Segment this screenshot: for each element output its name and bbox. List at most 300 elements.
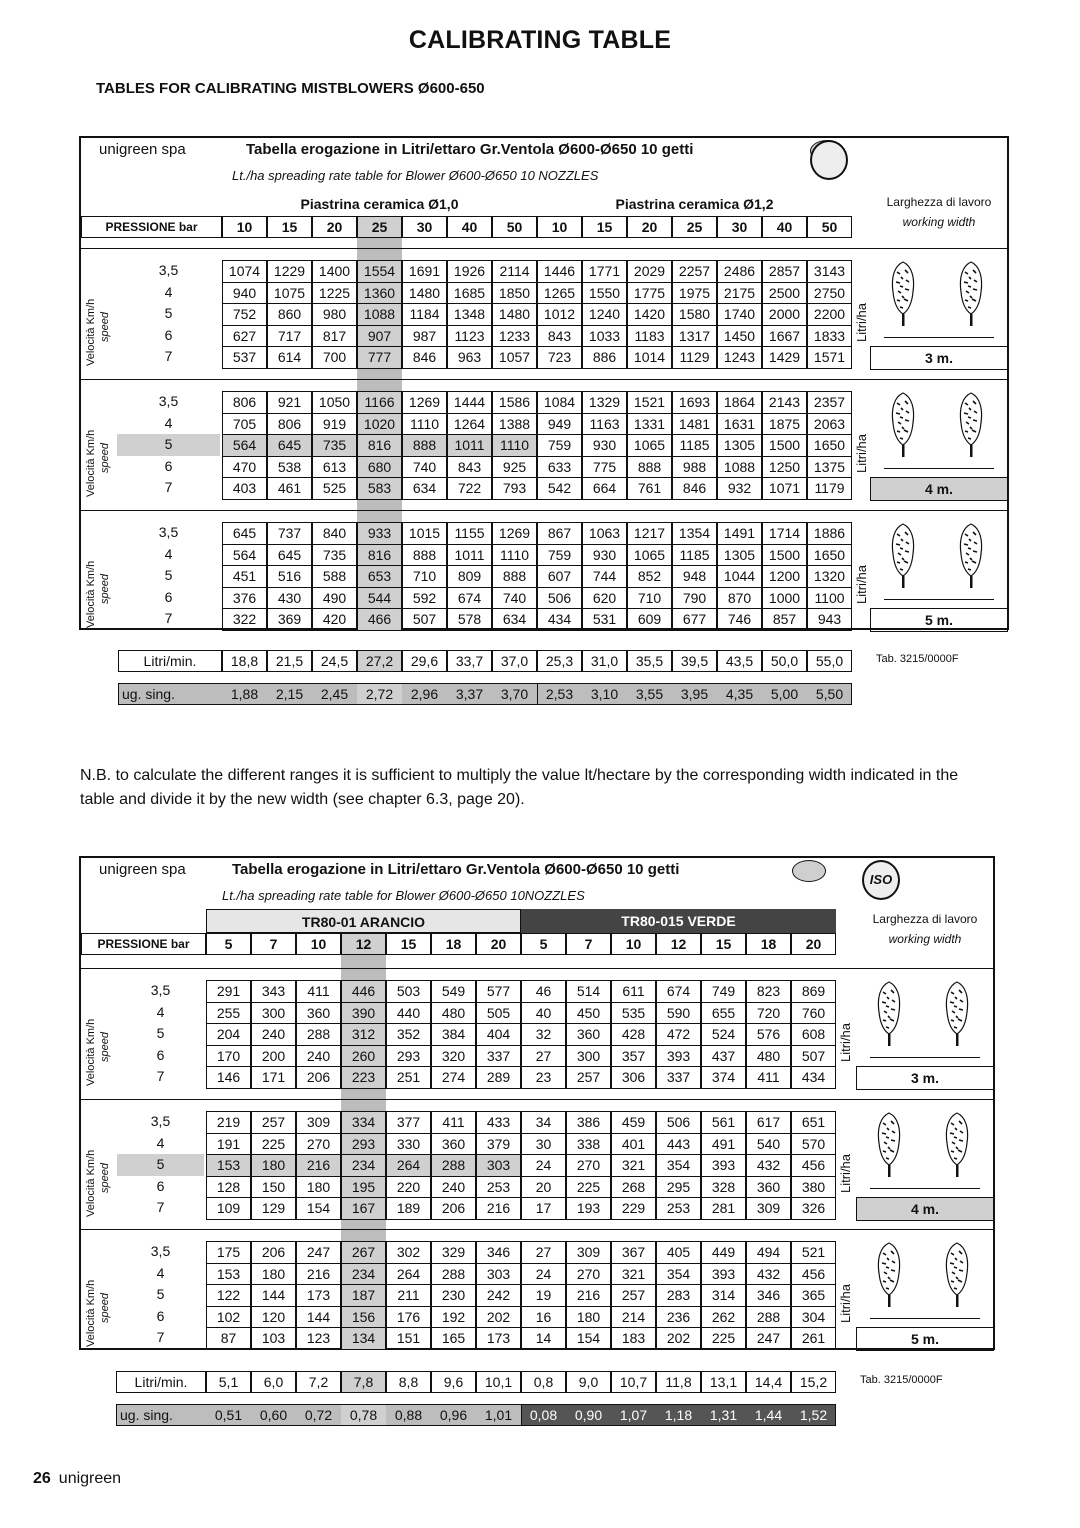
rate-cell: 846 xyxy=(672,477,717,500)
rate-cell: 247 xyxy=(296,1241,341,1264)
rate-cell: 806 xyxy=(267,413,312,436)
rate-cell: 740 xyxy=(492,587,537,610)
litri-min-value: 33,7 xyxy=(447,650,492,672)
rate-cell: 289 xyxy=(476,1066,521,1089)
pressure-value: 30 xyxy=(402,216,447,238)
rate-cell: 943 xyxy=(807,608,852,631)
page-number: 26 xyxy=(33,1470,51,1487)
litri-ha-label: Litri/ha xyxy=(838,1022,853,1062)
rate-cell: 1833 xyxy=(807,325,852,348)
rate-cell: 255 xyxy=(206,1002,251,1025)
rate-cell: 843 xyxy=(447,456,492,479)
rate-cell: 617 xyxy=(746,1111,791,1134)
speed-axis-label-en xyxy=(99,1293,111,1323)
rate-cell: 760 xyxy=(791,1002,836,1025)
rate-cell: 257 xyxy=(566,1066,611,1089)
rate-cell: 1065 xyxy=(627,544,672,567)
rate-cell: 376 xyxy=(222,587,267,610)
rate-cell: 888 xyxy=(627,456,672,479)
rate-cell: 886 xyxy=(582,346,627,369)
rate-cell: 535 xyxy=(611,1002,656,1025)
rate-cell: 183 xyxy=(611,1327,656,1350)
tree-icon xyxy=(888,520,918,590)
rate-cell: 309 xyxy=(296,1111,341,1134)
rate-cell: 1685 xyxy=(447,282,492,305)
speed-value: 3,5 xyxy=(150,1113,171,1129)
speed-value: 3,5 xyxy=(158,524,179,540)
rate-cell: 790 xyxy=(672,587,717,610)
rate-cell: 403 xyxy=(222,477,267,500)
rate-cell: 17 xyxy=(521,1197,566,1220)
company-name: unigreen spa xyxy=(99,141,186,158)
ground-line xyxy=(870,1188,980,1189)
rate-cell: 216 xyxy=(566,1284,611,1307)
rate-cell: 440 xyxy=(386,1002,431,1025)
rate-cell: 1200 xyxy=(762,565,807,588)
rate-cell: 514 xyxy=(566,980,611,1003)
rate-cell: 888 xyxy=(402,434,447,457)
rate-cell: 1317 xyxy=(672,325,717,348)
rate-cell: 720 xyxy=(746,1002,791,1025)
rate-cell: 144 xyxy=(296,1306,341,1329)
rate-cell: 507 xyxy=(791,1045,836,1068)
speed-label-it: Velocità Km/h xyxy=(85,560,97,628)
ug-sing-value: 0,78 xyxy=(341,1404,386,1426)
rate-cell: 291 xyxy=(206,980,251,1003)
rate-cell: 322 xyxy=(222,608,267,631)
pressure-value: 15 xyxy=(582,216,627,238)
rate-cell: 524 xyxy=(701,1023,746,1046)
pressure-value: 18 xyxy=(431,933,476,955)
table-reference: Tab. 3215/0000F xyxy=(876,653,959,665)
ug-sing-value: 1,31 xyxy=(701,1404,746,1426)
rate-cell: 1166 xyxy=(357,391,402,414)
rate-cell: 506 xyxy=(537,587,582,610)
rate-cell: 664 xyxy=(582,477,627,500)
litri-min-value: 21,5 xyxy=(267,650,312,672)
rate-cell: 288 xyxy=(746,1306,791,1329)
rate-cell: 288 xyxy=(296,1023,341,1046)
working-width-label-en: working width xyxy=(888,932,962,946)
rate-cell: 2486 xyxy=(717,260,762,283)
rate-cell: 1714 xyxy=(762,522,807,545)
rate-cell: 193 xyxy=(566,1197,611,1220)
pressure-value: 25 xyxy=(672,216,717,238)
speed-axis-label xyxy=(85,429,97,496)
speed-value: 5 xyxy=(117,434,220,456)
pressure-value: 15 xyxy=(267,216,312,238)
rate-cell: 705 xyxy=(222,413,267,436)
rate-cell: 925 xyxy=(492,456,537,479)
rate-cell: 1771 xyxy=(582,260,627,283)
rate-cell: 14 xyxy=(521,1327,566,1350)
rate-cell: 154 xyxy=(296,1197,341,1220)
tree-icon xyxy=(888,389,918,459)
rate-cell: 24 xyxy=(521,1263,566,1286)
rate-cell: 1075 xyxy=(267,282,312,305)
rate-cell: 430 xyxy=(267,587,312,610)
rate-cell: 456 xyxy=(791,1263,836,1286)
rate-cell: 338 xyxy=(566,1133,611,1156)
speed-value: 4 xyxy=(156,1134,165,1151)
rate-cell: 544 xyxy=(357,587,402,610)
speed-axis-label xyxy=(85,560,97,627)
working-width-value: 4 m. xyxy=(856,1197,994,1221)
speed-label-en: speed xyxy=(99,1292,111,1323)
rate-cell: 1550 xyxy=(582,282,627,305)
rate-cell: 777 xyxy=(357,346,402,369)
rate-cell: 1320 xyxy=(807,565,852,588)
rate-cell: 216 xyxy=(296,1154,341,1177)
rate-cell: 1063 xyxy=(582,522,627,545)
rate-cell: 561 xyxy=(701,1111,746,1134)
rate-cell: 192 xyxy=(431,1306,476,1329)
rate-cell: 187 xyxy=(341,1284,386,1307)
ground-line xyxy=(884,468,994,469)
company-name: unigreen spa xyxy=(99,861,186,878)
rate-cell: 134 xyxy=(341,1327,386,1350)
rate-cell: 420 xyxy=(312,608,357,631)
rate-cell: 538 xyxy=(267,456,312,479)
working-width-header xyxy=(856,909,994,949)
ug-sing-value: 5,00 xyxy=(762,683,807,705)
litri-min-value: 13,1 xyxy=(701,1371,746,1393)
speed-value: 6 xyxy=(156,1177,165,1194)
rate-cell: 109 xyxy=(206,1197,251,1220)
rate-cell: 2500 xyxy=(762,282,807,305)
rate-cell: 303 xyxy=(476,1263,521,1286)
working-width-label-en: working width xyxy=(902,215,976,229)
rate-cell: 759 xyxy=(537,544,582,567)
rate-cell: 202 xyxy=(656,1327,701,1350)
rate-cell: 620 xyxy=(582,587,627,610)
rate-cell: 540 xyxy=(746,1133,791,1156)
rate-cell: 717 xyxy=(267,325,312,348)
rate-cell: 1580 xyxy=(672,303,717,326)
litri-ha-label: Litri/ha xyxy=(854,433,869,473)
rate-cell: 334 xyxy=(341,1111,386,1134)
rate-cell: 225 xyxy=(701,1327,746,1350)
rate-cell: 740 xyxy=(402,456,447,479)
rate-cell: 963 xyxy=(447,346,492,369)
rate-cell: 321 xyxy=(611,1154,656,1177)
rate-cell: 2063 xyxy=(807,413,852,436)
rate-cell: 710 xyxy=(402,565,447,588)
rate-cell: 846 xyxy=(402,346,447,369)
rate-cell: 816 xyxy=(357,434,402,457)
rate-cell: 293 xyxy=(341,1133,386,1156)
rate-cell: 1057 xyxy=(492,346,537,369)
rate-cell: 816 xyxy=(357,544,402,567)
rate-cell: 102 xyxy=(206,1306,251,1329)
pressure-value: 5 xyxy=(521,933,566,955)
rate-cell: 1348 xyxy=(447,303,492,326)
rate-cell: 223 xyxy=(341,1066,386,1089)
rate-cell: 24 xyxy=(521,1154,566,1177)
rate-cell: 1065 xyxy=(627,434,672,457)
speed-value: 3,5 xyxy=(150,1243,171,1259)
rate-cell: 374 xyxy=(701,1066,746,1089)
litri-min-value: 8,8 xyxy=(386,1371,431,1393)
litri-min-value: 10,1 xyxy=(476,1371,521,1393)
block-separator xyxy=(81,1229,993,1230)
rate-cell: 393 xyxy=(701,1154,746,1177)
rate-cell: 840 xyxy=(312,522,357,545)
ground-line xyxy=(884,337,994,338)
ug-sing-value: 5,50 xyxy=(807,683,852,705)
rate-cell: 270 xyxy=(566,1263,611,1286)
rate-cell: 1015 xyxy=(402,522,447,545)
block-separator xyxy=(81,1099,993,1100)
table-title: Tabella erogazione in Litri/ettaro Gr.Ventola Ø600-Ø650 10 getti xyxy=(232,861,680,878)
rate-cell: 220 xyxy=(386,1176,431,1199)
rate-cell: 1110 xyxy=(402,413,447,436)
rate-cell: 1354 xyxy=(672,522,717,545)
rate-cell: 1110 xyxy=(492,434,537,457)
ug-sing-value: 4,35 xyxy=(717,683,762,705)
pressure-value: 10 xyxy=(296,933,341,955)
rate-cell: 1225 xyxy=(312,282,357,305)
rate-cell: 1011 xyxy=(447,434,492,457)
speed-axis-label-en xyxy=(99,1163,111,1193)
rate-cell: 303 xyxy=(476,1154,521,1177)
rate-cell: 120 xyxy=(251,1306,296,1329)
rate-cell: 264 xyxy=(386,1154,431,1177)
rate-cell: 30 xyxy=(521,1133,566,1156)
pressure-value: 12 xyxy=(341,933,386,955)
rate-cell: 2114 xyxy=(492,260,537,283)
rate-cell: 128 xyxy=(206,1176,251,1199)
rate-cell: 225 xyxy=(251,1133,296,1156)
rate-cell: 1084 xyxy=(537,391,582,414)
rate-cell: 633 xyxy=(537,456,582,479)
rate-cell: 634 xyxy=(402,477,447,500)
rate-cell: 154 xyxy=(566,1327,611,1350)
rate-cell: 907 xyxy=(357,325,402,348)
ug-sing-value: 0,60 xyxy=(251,1404,296,1426)
speed-axis-label xyxy=(85,1018,97,1085)
rate-cell: 411 xyxy=(431,1111,476,1134)
speed-axis-label-en xyxy=(99,312,111,342)
rate-cell: 195 xyxy=(341,1176,386,1199)
rate-cell: 206 xyxy=(251,1241,296,1264)
rate-cell: 817 xyxy=(312,325,357,348)
speed-value: 5 xyxy=(164,567,173,583)
rate-cell: 253 xyxy=(476,1176,521,1199)
rate-cell: 1571 xyxy=(807,346,852,369)
rate-cell: 1269 xyxy=(402,391,447,414)
rate-cell: 312 xyxy=(341,1023,386,1046)
speed-label-it: Velocità Km/h xyxy=(85,1018,97,1086)
rate-cell: 360 xyxy=(566,1023,611,1046)
rate-cell: 1269 xyxy=(492,522,537,545)
litri-min-value: 25,3 xyxy=(537,650,582,672)
rate-cell: 735 xyxy=(312,544,357,567)
rate-cell: 264 xyxy=(386,1263,431,1286)
ug-sing-value: 2,96 xyxy=(402,683,447,705)
rate-cell: 655 xyxy=(701,1002,746,1025)
speed-label-it: Velocità Km/h xyxy=(85,429,97,497)
litri-min-value: 15,2 xyxy=(791,1371,836,1393)
rate-cell: 1480 xyxy=(492,303,537,326)
rate-cell: 173 xyxy=(296,1284,341,1307)
rate-cell: 806 xyxy=(222,391,267,414)
rate-cell: 150 xyxy=(251,1176,296,1199)
working-width-value: 3 m. xyxy=(856,1066,994,1090)
rate-cell: 823 xyxy=(746,980,791,1003)
pressure-value: 15 xyxy=(386,933,431,955)
litri-ha-label: Litri/ha xyxy=(838,1283,853,1323)
rate-cell: 3143 xyxy=(807,260,852,283)
ug-sing-value: 0,90 xyxy=(566,1404,611,1426)
pressure-value: 20 xyxy=(627,216,672,238)
rate-cell: 156 xyxy=(341,1306,386,1329)
rate-cell: 576 xyxy=(746,1023,791,1046)
rate-cell: 1163 xyxy=(582,413,627,436)
rate-cell: 247 xyxy=(746,1327,791,1350)
ug-sing-value: 1,07 xyxy=(611,1404,656,1426)
rate-cell: 1400 xyxy=(312,260,357,283)
rate-cell: 274 xyxy=(431,1066,476,1089)
rate-cell: 443 xyxy=(656,1133,701,1156)
rate-cell: 948 xyxy=(672,565,717,588)
ug-sing-value: 0,08 xyxy=(521,1404,566,1426)
group-header-1: Piastrina ceramica Ø1,0 xyxy=(300,196,459,212)
rate-cell: 304 xyxy=(791,1306,836,1329)
rate-cell: 379 xyxy=(476,1133,521,1156)
rate-cell: 1500 xyxy=(762,434,807,457)
rate-cell: 295 xyxy=(656,1176,701,1199)
pressure-value: 10 xyxy=(222,216,267,238)
rate-cell: 437 xyxy=(701,1045,746,1068)
rate-cell: 330 xyxy=(386,1133,431,1156)
ug-sing-value: 3,37 xyxy=(447,683,492,705)
litri-ha-label: Litri/ha xyxy=(854,564,869,604)
rate-cell: 411 xyxy=(746,1066,791,1089)
rate-cell: 607 xyxy=(537,565,582,588)
rate-cell: 645 xyxy=(267,544,312,567)
iso-logo-icon: ISO xyxy=(862,860,900,900)
litri-min-value: 14,4 xyxy=(746,1371,791,1393)
ug-sing-value: 0,51 xyxy=(206,1404,251,1426)
nozzle-disc-icon xyxy=(810,140,848,180)
rate-cell: 1000 xyxy=(762,587,807,610)
rate-cell: 401 xyxy=(611,1133,656,1156)
table-title-en: Lt./ha spreading rate table for Blower Ø600-Ø650 10NOZZLES xyxy=(222,888,585,903)
ug-sing-label: ug. sing. xyxy=(116,1404,206,1426)
rate-cell: 346 xyxy=(476,1241,521,1264)
rate-cell: 608 xyxy=(791,1023,836,1046)
litri-min-value: 29,6 xyxy=(402,650,447,672)
rate-cell: 1100 xyxy=(807,587,852,610)
rate-cell: 1446 xyxy=(537,260,582,283)
rate-cell: 360 xyxy=(296,1002,341,1025)
speed-value: 7 xyxy=(164,348,173,364)
rate-cell: 2750 xyxy=(807,282,852,305)
rate-cell: 2857 xyxy=(762,260,807,283)
page-footer xyxy=(33,1470,121,1488)
rate-cell: 386 xyxy=(566,1111,611,1134)
speed-value: 5 xyxy=(117,1154,204,1176)
speed-value: 6 xyxy=(156,1046,165,1063)
rate-cell: 793 xyxy=(492,477,537,500)
rate-cell: 257 xyxy=(251,1111,296,1134)
rate-cell: 1033 xyxy=(582,325,627,348)
rate-cell: 283 xyxy=(656,1284,701,1307)
pressure-value: 40 xyxy=(447,216,492,238)
speed-value: 5 xyxy=(156,1025,165,1041)
rate-cell: 1360 xyxy=(357,282,402,305)
speed-axis-label-en xyxy=(99,574,111,604)
rate-cell: 450 xyxy=(566,1002,611,1025)
rate-cell: 651 xyxy=(791,1111,836,1134)
group-header-1: TR80-01 ARANCIO xyxy=(206,909,521,933)
rate-cell: 352 xyxy=(386,1023,431,1046)
tree-icon xyxy=(942,1109,972,1179)
rate-cell: 1329 xyxy=(582,391,627,414)
rate-cell: 2143 xyxy=(762,391,807,414)
pressure-value: 30 xyxy=(717,216,762,238)
rate-cell: 506 xyxy=(656,1111,701,1134)
rate-cell: 309 xyxy=(566,1241,611,1264)
speed-value: 6 xyxy=(164,457,173,474)
pressure-value: 20 xyxy=(791,933,836,955)
rate-cell: 314 xyxy=(701,1284,746,1307)
litri-min-value: 18,8 xyxy=(222,650,267,672)
tree-icon xyxy=(956,389,986,459)
ground-line xyxy=(870,1057,980,1058)
rate-cell: 980 xyxy=(312,303,357,326)
rate-cell: 674 xyxy=(656,980,701,1003)
litri-min-value: 50,0 xyxy=(762,650,807,672)
rate-cell: 288 xyxy=(431,1263,476,1286)
rate-cell: 40 xyxy=(521,1002,566,1025)
speed-axis-label-en xyxy=(99,1032,111,1062)
rate-cell: 32 xyxy=(521,1023,566,1046)
speed-value: 5 xyxy=(164,305,173,321)
rate-cell: 20 xyxy=(521,1176,566,1199)
rate-cell: 211 xyxy=(386,1284,431,1307)
rate-cell: 1240 xyxy=(582,303,627,326)
rate-cell: 1088 xyxy=(717,456,762,479)
rate-cell: 870 xyxy=(717,587,762,610)
rate-cell: 930 xyxy=(582,544,627,567)
rate-cell: 354 xyxy=(656,1263,701,1286)
rate-cell: 216 xyxy=(296,1263,341,1286)
ug-sing-frame xyxy=(118,683,852,705)
rate-cell: 270 xyxy=(296,1133,341,1156)
rate-cell: 236 xyxy=(656,1306,701,1329)
speed-axis-label xyxy=(85,298,97,365)
rate-cell: 268 xyxy=(611,1176,656,1199)
rate-cell: 432 xyxy=(746,1154,791,1177)
tree-icon xyxy=(874,978,904,1048)
rate-cell: 267 xyxy=(341,1241,386,1264)
rate-cell: 921 xyxy=(267,391,312,414)
rate-cell: 390 xyxy=(341,1002,386,1025)
tree-icon xyxy=(888,258,918,328)
rate-cell: 1975 xyxy=(672,282,717,305)
rate-cell: 1264 xyxy=(447,413,492,436)
rate-cell: 411 xyxy=(296,980,341,1003)
speed-value: 3,5 xyxy=(158,393,179,409)
rate-cell: 1229 xyxy=(267,260,312,283)
rate-cell: 867 xyxy=(537,522,582,545)
rate-cell: 433 xyxy=(476,1111,521,1134)
ug-sing-value: 0,96 xyxy=(431,1404,476,1426)
rate-cell: 369 xyxy=(267,608,312,631)
rate-cell: 525 xyxy=(312,477,357,500)
